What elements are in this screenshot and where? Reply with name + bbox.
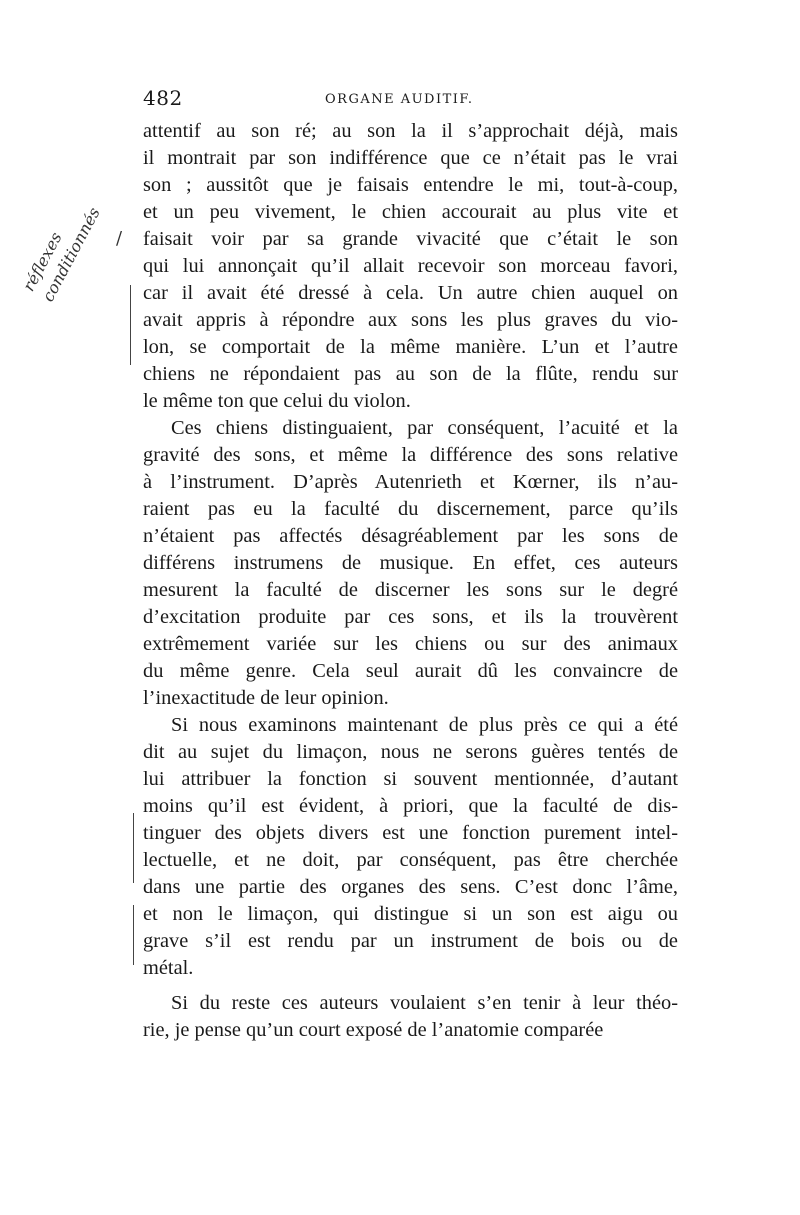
text-line: son ; aussitôt que je faisais entendre le mi, tout-à-coup,: [143, 174, 678, 196]
text-line: grave s’il est rendu par un instrument de bois ou de: [143, 930, 678, 952]
text-line: dit au sujet du limaçon, nous ne serons guères tentés de: [143, 741, 678, 763]
text-line: Si nous examinons maintenant de plus près ce qui a été: [171, 714, 678, 736]
handwritten-margin-note: réflexes conditionnés: [18, 204, 104, 305]
text-line: dans une partie des organes des sens. C’est donc l’âme,: [143, 876, 678, 898]
text-line: faisait voir par sa grande vivacité que c’était le son: [143, 228, 678, 250]
text-line: tinguer des objets divers est une fonction purement intel-: [143, 822, 678, 844]
text-line: du même genre. Cela seul aurait dû les convaincre de: [143, 660, 678, 682]
text-line: lectuelle, et ne doit, par conséquent, pas être cherchée: [143, 849, 678, 871]
text-line: et non le limaçon, qui distingue si un son est aigu ou: [143, 903, 678, 925]
text-line: raient pas eu la faculté du discernement, parce qu’ils: [143, 498, 678, 520]
text-line: il montrait par son indifférence que ce n’était pas le vrai: [143, 147, 678, 169]
text-line: différens instrumens de musique. En effet, ces auteurs: [143, 552, 678, 574]
pencil-mark: /: [116, 228, 123, 249]
text-line: lon, se comportait de la même manière. L’un et l’autre: [143, 336, 678, 358]
text-line: métal.: [143, 957, 194, 979]
text-line: d’excitation produite par ces sons, et ils la trouvèrent: [143, 606, 678, 628]
paragraph-gap: [143, 982, 678, 990]
text-line: le même ton que celui du violon.: [143, 390, 411, 412]
text-line: mesurent la faculté de discerner les sons sur le degré: [143, 579, 678, 601]
text-line: avait appris à répondre aux sons les plus graves du vio-: [143, 309, 678, 331]
text-line: moins qu’il est évident, à priori, que la faculté de dis-: [143, 795, 678, 817]
text-line: car il avait été dressé à cela. Un autre chien auquel on: [143, 282, 678, 304]
text-line: Si du reste ces auteurs voulaient s’en tenir à leur théo-: [171, 992, 678, 1014]
text-line: qui lui annonçait qu’il allait recevoir son morceau favori,: [143, 255, 678, 277]
text-line: l’inexactitude de leur opinion.: [143, 687, 389, 709]
page-number: 482: [143, 86, 183, 110]
text-line: attentif au son ré; au son la il s’approchait déjà, mais: [143, 120, 678, 142]
margin-bracket: [133, 905, 134, 965]
margin-bracket: [130, 285, 131, 365]
text-line: chiens ne répondaient pas au son de la flûte, rendu sur: [143, 363, 678, 385]
text-line: rie, je pense qu’un court exposé de l’anatomie comparée: [143, 1019, 604, 1041]
body-text: [143, 118, 678, 1044]
text-line: gravité des sons, et même la différence des sons relative: [143, 444, 678, 466]
margin-bracket: [133, 813, 134, 883]
running-head: ORGANE AUDITIF.: [325, 92, 474, 107]
text-line: à l’instrument. D’après Autenrieth et Kœrner, ils n’au-: [143, 471, 678, 493]
text-line: et un peu vivement, le chien accourait au plus vite et: [143, 201, 678, 223]
text-line: lui attribuer la fonction si souvent mentionnée, d’autant: [143, 768, 678, 790]
text-line: Ces chiens distinguaient, par conséquent, l’acuité et la: [171, 417, 678, 439]
text-line: extrêmement variée sur les chiens ou sur des animaux: [143, 633, 678, 655]
text-line: n’étaient pas affectés désagréablement par les sons de: [143, 525, 678, 547]
